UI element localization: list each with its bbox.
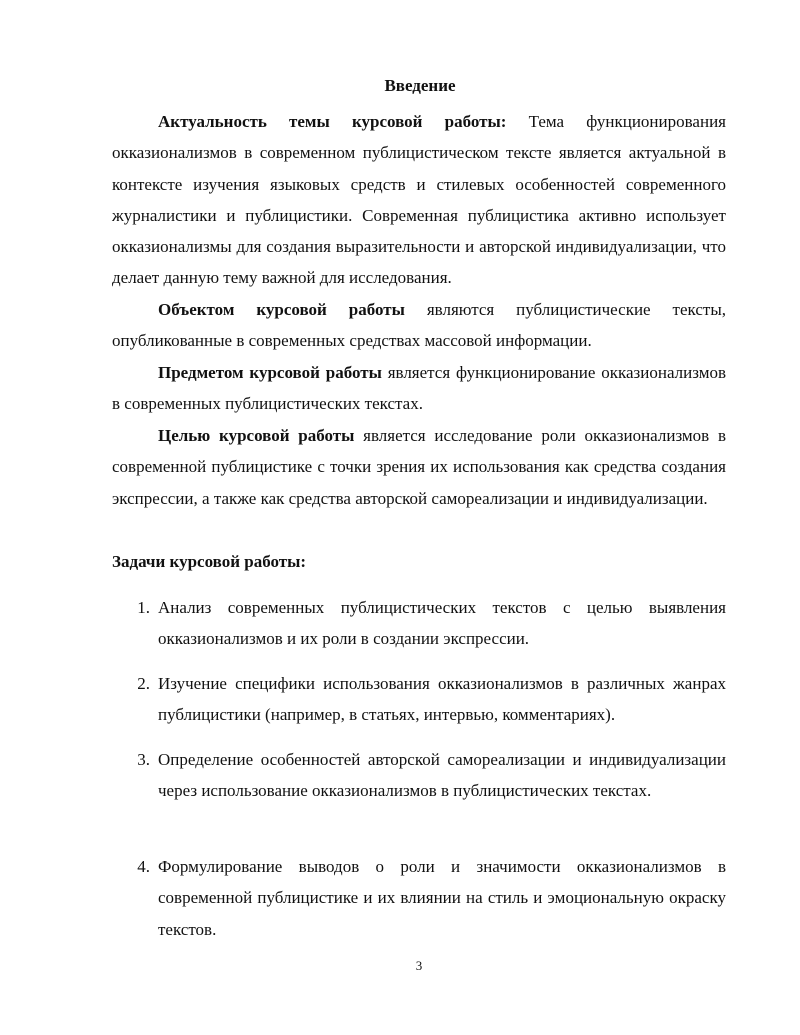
paragraph-text: Тема функционирования окказионализмов в современном публицистическом тексте является актуальной в контексте изучения языковых средств и стилевых особенностей современного журналистики и публицистики. Современная публицистика активно использует окказионализмы для создания выразительности и авторской индивидуализации, что делает данную тему важной для исследования. xyxy=(112,112,726,288)
list-item-text: Определение особенностей авторской самореализации и индивидуализации через использование окказионализмов в публицистических текстах. xyxy=(158,750,726,801)
paragraph-lead: Целью курсовой работы xyxy=(158,426,355,445)
tasks-heading: Задачи курсовой работы: xyxy=(112,552,307,571)
list-item-text: Анализ современных публицистических текстов с целью выявления окказионализмов и их роли в создании экспрессии. xyxy=(158,598,726,649)
list-item-number: 1. xyxy=(137,598,150,617)
paragraph-lead: Объектом курсовой работы xyxy=(158,300,405,319)
list-item xyxy=(112,744,726,807)
page-title: Введение xyxy=(384,76,456,95)
paragraph-lead: Предметом курсовой работы xyxy=(158,363,382,382)
paragraph-text: являются публицистические тексты, опубликованные в современных средствах массовой информации. xyxy=(112,300,726,351)
page-number: 3 xyxy=(415,958,423,973)
list-item-number: 4. xyxy=(137,857,150,876)
paragraph-text: является исследование роли окказионализмов в современной публицистике с точки зрения их использования как средства создания экспрессии, а также как средства авторской самореализации и индивидуализации. xyxy=(112,426,726,508)
list-item xyxy=(112,592,726,655)
paragraph-subject xyxy=(112,357,726,420)
paragraph-relevance xyxy=(112,106,726,294)
list-item-text: Изучение специфики использования окказионализмов в различных жанрах публицистики (например, в статьях, интервью, комментариях). xyxy=(158,674,726,725)
list-item-text: Формулирование выводов о роли и значимости окказионализмов в современной публицистике и их влиянии на стиль и эмоциональную окраску текстов. xyxy=(158,857,726,939)
list-item-number: 2. xyxy=(137,674,150,693)
paragraph-object xyxy=(112,294,726,357)
paragraph-text: является функционирование окказионализмов в современных публицистических текстах. xyxy=(112,363,726,414)
list-item xyxy=(112,668,726,731)
paragraph-goal xyxy=(112,420,726,514)
list-item xyxy=(112,851,726,945)
list-item-number: 3. xyxy=(137,750,150,769)
paragraph-lead: Актуальность темы курсовой работы: xyxy=(158,112,507,131)
